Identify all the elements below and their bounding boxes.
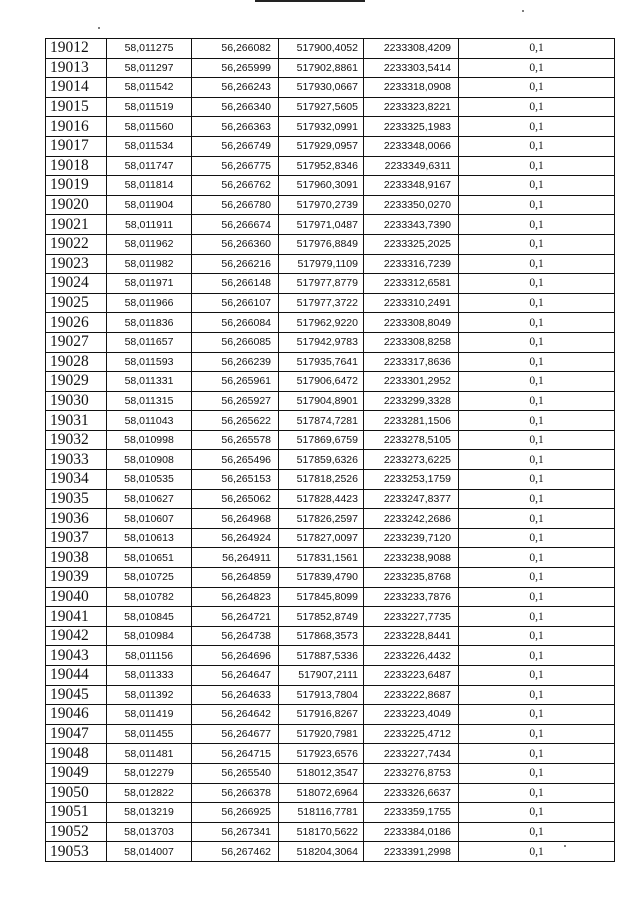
coord-y-cell: 2233223,6487 <box>364 666 459 686</box>
coord-y-cell: 2233308,4209 <box>364 39 459 59</box>
coord-x-cell: 517868,3573 <box>279 626 364 646</box>
coord-y-cell: 2233299,3328 <box>364 391 459 411</box>
latitude-cell: 58,013219 <box>107 803 192 823</box>
coord-y-cell: 2233239,7120 <box>364 528 459 548</box>
value-cell: 0,1 <box>459 215 615 235</box>
coord-y-cell: 2233281,1506 <box>364 411 459 431</box>
coord-y-cell: 2233349,6311 <box>364 156 459 176</box>
table-row <box>46 509 615 529</box>
longitude-cell: 56,266925 <box>192 803 279 823</box>
coord-y-cell: 2233325,2025 <box>364 234 459 254</box>
longitude-cell: 56,266239 <box>192 352 279 372</box>
longitude-cell: 56,266378 <box>192 783 279 803</box>
coord-x-cell: 517930,0667 <box>279 78 364 98</box>
latitude-cell: 58,010998 <box>107 430 192 450</box>
coord-x-cell: 518072,6964 <box>279 783 364 803</box>
latitude-cell: 58,010984 <box>107 626 192 646</box>
coord-y-cell: 2233323,8221 <box>364 97 459 117</box>
point-number-cell: 19044 <box>46 666 107 686</box>
coord-x-cell: 517932,0991 <box>279 117 364 137</box>
coord-y-cell: 2233238,9088 <box>364 548 459 568</box>
value-cell: 0,1 <box>459 489 615 509</box>
latitude-cell: 58,011971 <box>107 274 192 294</box>
coord-y-cell: 2233326,6637 <box>364 783 459 803</box>
coord-y-cell: 2233308,8049 <box>364 313 459 333</box>
longitude-cell: 56,265062 <box>192 489 279 509</box>
table-row <box>46 372 615 392</box>
value-cell: 0,1 <box>459 391 615 411</box>
value-cell: 0,1 <box>459 470 615 490</box>
table-row <box>46 313 615 333</box>
value-cell: 0,1 <box>459 274 615 294</box>
point-number-cell: 19030 <box>46 391 107 411</box>
latitude-cell: 58,011297 <box>107 58 192 78</box>
latitude-cell: 58,010607 <box>107 509 192 529</box>
point-number-cell: 19025 <box>46 293 107 313</box>
table-row <box>46 568 615 588</box>
coord-x-cell: 518012,3547 <box>279 763 364 783</box>
point-number-cell: 19016 <box>46 117 107 137</box>
coord-x-cell: 517828,4423 <box>279 489 364 509</box>
longitude-cell: 56,264647 <box>192 666 279 686</box>
coord-x-cell: 517906,6472 <box>279 372 364 392</box>
coord-x-cell: 517952,8346 <box>279 156 364 176</box>
value-cell: 0,1 <box>459 352 615 372</box>
latitude-cell: 58,011593 <box>107 352 192 372</box>
point-number-cell: 19038 <box>46 548 107 568</box>
longitude-cell: 56,265578 <box>192 430 279 450</box>
longitude-cell: 56,266148 <box>192 274 279 294</box>
longitude-cell: 56,264642 <box>192 705 279 725</box>
coord-y-cell: 2233253,1759 <box>364 470 459 490</box>
longitude-cell: 56,266085 <box>192 332 279 352</box>
latitude-cell: 58,011419 <box>107 705 192 725</box>
value-cell: 0,1 <box>459 548 615 568</box>
point-number-cell: 19049 <box>46 763 107 783</box>
latitude-cell: 58,011519 <box>107 97 192 117</box>
table-row <box>46 803 615 823</box>
coord-x-cell: 517827,0097 <box>279 528 364 548</box>
value-cell: 0,1 <box>459 411 615 431</box>
coord-x-cell: 517852,8749 <box>279 607 364 627</box>
point-number-cell: 19026 <box>46 313 107 333</box>
coord-x-cell: 517979,1109 <box>279 254 364 274</box>
value-cell: 0,1 <box>459 97 615 117</box>
longitude-cell: 56,264715 <box>192 744 279 764</box>
coord-y-cell: 2233233,7876 <box>364 587 459 607</box>
table-row <box>46 234 615 254</box>
longitude-cell: 56,266360 <box>192 234 279 254</box>
latitude-cell: 58,010651 <box>107 548 192 568</box>
table-row <box>46 587 615 607</box>
point-number-cell: 19041 <box>46 607 107 627</box>
table-row <box>46 548 615 568</box>
point-number-cell: 19020 <box>46 195 107 215</box>
latitude-cell: 58,010782 <box>107 587 192 607</box>
point-number-cell: 19024 <box>46 274 107 294</box>
longitude-cell: 56,266340 <box>192 97 279 117</box>
coord-x-cell: 517927,5605 <box>279 97 364 117</box>
value-cell: 0,1 <box>459 313 615 333</box>
coord-x-cell: 517913,7804 <box>279 685 364 705</box>
latitude-cell: 58,011657 <box>107 332 192 352</box>
point-number-cell: 19045 <box>46 685 107 705</box>
longitude-cell: 56,264696 <box>192 646 279 666</box>
longitude-cell: 56,266762 <box>192 176 279 196</box>
coord-x-cell: 517960,3091 <box>279 176 364 196</box>
coord-y-cell: 2233227,7735 <box>364 607 459 627</box>
coord-x-cell: 517826,2597 <box>279 509 364 529</box>
value-cell: 0,1 <box>459 136 615 156</box>
longitude-cell: 56,265540 <box>192 763 279 783</box>
value-cell: 0,1 <box>459 705 615 725</box>
coord-x-cell: 517976,8849 <box>279 234 364 254</box>
coord-y-cell: 2233278,5105 <box>364 430 459 450</box>
table-row <box>46 646 615 666</box>
longitude-cell: 56,264924 <box>192 528 279 548</box>
coord-x-cell: 517971,0487 <box>279 215 364 235</box>
table-row <box>46 332 615 352</box>
latitude-cell: 58,011156 <box>107 646 192 666</box>
coord-y-cell: 2233303,5414 <box>364 58 459 78</box>
longitude-cell: 56,266216 <box>192 254 279 274</box>
latitude-cell: 58,011982 <box>107 254 192 274</box>
table-row <box>46 763 615 783</box>
coord-x-cell: 517859,6326 <box>279 450 364 470</box>
point-number-cell: 19023 <box>46 254 107 274</box>
coord-x-cell: 517920,7981 <box>279 724 364 744</box>
value-cell: 0,1 <box>459 39 615 59</box>
table-row <box>46 39 615 59</box>
value-cell: 0,1 <box>459 626 615 646</box>
longitude-cell: 56,266084 <box>192 313 279 333</box>
latitude-cell: 58,011911 <box>107 215 192 235</box>
coord-x-cell: 517977,8779 <box>279 274 364 294</box>
coord-y-cell: 2233316,7239 <box>364 254 459 274</box>
point-number-cell: 19017 <box>46 136 107 156</box>
latitude-cell: 58,011904 <box>107 195 192 215</box>
coord-y-cell: 2233312,6581 <box>364 274 459 294</box>
value-cell: 0,1 <box>459 430 615 450</box>
value-cell: 0,1 <box>459 509 615 529</box>
point-number-cell: 19013 <box>46 58 107 78</box>
latitude-cell: 58,010908 <box>107 450 192 470</box>
point-number-cell: 19052 <box>46 822 107 842</box>
latitude-cell: 58,010535 <box>107 470 192 490</box>
table-row <box>46 666 615 686</box>
latitude-cell: 58,011534 <box>107 136 192 156</box>
table-row <box>46 822 615 842</box>
coord-y-cell: 2233310,2491 <box>364 293 459 313</box>
coord-x-cell: 518204,3064 <box>279 842 364 862</box>
point-number-cell: 19036 <box>46 509 107 529</box>
scan-speck <box>98 27 100 29</box>
value-cell: 0,1 <box>459 78 615 98</box>
table-row <box>46 215 615 235</box>
value-cell: 0,1 <box>459 724 615 744</box>
latitude-cell: 58,011814 <box>107 176 192 196</box>
value-cell: 0,1 <box>459 646 615 666</box>
coord-x-cell: 517869,6759 <box>279 430 364 450</box>
latitude-cell: 58,011455 <box>107 724 192 744</box>
longitude-cell: 56,266243 <box>192 78 279 98</box>
latitude-cell: 58,010613 <box>107 528 192 548</box>
coord-y-cell: 2233273,6225 <box>364 450 459 470</box>
coord-y-cell: 2233348,0066 <box>364 136 459 156</box>
latitude-cell: 58,013703 <box>107 822 192 842</box>
point-number-cell: 19014 <box>46 78 107 98</box>
point-number-cell: 19015 <box>46 97 107 117</box>
coord-x-cell: 517907,2111 <box>279 666 364 686</box>
longitude-cell: 56,264911 <box>192 548 279 568</box>
point-number-cell: 19032 <box>46 430 107 450</box>
table-row <box>46 78 615 98</box>
coord-y-cell: 2233223,4049 <box>364 705 459 725</box>
coord-y-cell: 2233384,0186 <box>364 822 459 842</box>
coord-y-cell: 2233348,9167 <box>364 176 459 196</box>
latitude-cell: 58,011966 <box>107 293 192 313</box>
value-cell: 0,1 <box>459 587 615 607</box>
coord-y-cell: 2233308,8258 <box>364 332 459 352</box>
latitude-cell: 58,010845 <box>107 607 192 627</box>
coord-y-cell: 2233317,8636 <box>364 352 459 372</box>
point-number-cell: 19021 <box>46 215 107 235</box>
coord-y-cell: 2233226,4432 <box>364 646 459 666</box>
table-row <box>46 489 615 509</box>
page-top-rule <box>255 0 365 2</box>
value-cell: 0,1 <box>459 332 615 352</box>
table-row <box>46 430 615 450</box>
coord-y-cell: 2233359,1755 <box>364 803 459 823</box>
point-number-cell: 19012 <box>46 39 107 59</box>
point-number-cell: 19053 <box>46 842 107 862</box>
latitude-cell: 58,011962 <box>107 234 192 254</box>
value-cell: 0,1 <box>459 372 615 392</box>
coord-x-cell: 517887,5336 <box>279 646 364 666</box>
coord-y-cell: 2233247,8377 <box>364 489 459 509</box>
table-row <box>46 724 615 744</box>
point-number-cell: 19018 <box>46 156 107 176</box>
point-number-cell: 19033 <box>46 450 107 470</box>
latitude-cell: 58,011275 <box>107 39 192 59</box>
longitude-cell: 56,265961 <box>192 372 279 392</box>
longitude-cell: 56,265927 <box>192 391 279 411</box>
coord-x-cell: 517977,3722 <box>279 293 364 313</box>
value-cell: 0,1 <box>459 156 615 176</box>
value-cell: 0,1 <box>459 822 615 842</box>
latitude-cell: 58,012279 <box>107 763 192 783</box>
coord-x-cell: 517929,0957 <box>279 136 364 156</box>
table-row <box>46 391 615 411</box>
coord-x-cell: 517962,9220 <box>279 313 364 333</box>
longitude-cell: 56,266363 <box>192 117 279 137</box>
point-number-cell: 19031 <box>46 411 107 431</box>
value-cell: 0,1 <box>459 254 615 274</box>
table-row <box>46 274 615 294</box>
coord-y-cell: 2233222,8687 <box>364 685 459 705</box>
latitude-cell: 58,010725 <box>107 568 192 588</box>
point-number-cell: 19048 <box>46 744 107 764</box>
value-cell: 0,1 <box>459 117 615 137</box>
coord-x-cell: 517916,8267 <box>279 705 364 725</box>
value-cell: 0,1 <box>459 607 615 627</box>
latitude-cell: 58,011331 <box>107 372 192 392</box>
coord-x-cell: 517831,1561 <box>279 548 364 568</box>
longitude-cell: 56,267462 <box>192 842 279 862</box>
coord-y-cell: 2233343,7390 <box>364 215 459 235</box>
longitude-cell: 56,266082 <box>192 39 279 59</box>
value-cell: 0,1 <box>459 803 615 823</box>
point-number-cell: 19028 <box>46 352 107 372</box>
coord-y-cell: 2233318,0908 <box>364 78 459 98</box>
table-row <box>46 58 615 78</box>
value-cell: 0,1 <box>459 763 615 783</box>
longitude-cell: 56,267341 <box>192 822 279 842</box>
coord-x-cell: 518116,7781 <box>279 803 364 823</box>
longitude-cell: 56,264859 <box>192 568 279 588</box>
coord-y-cell: 2233227,7434 <box>364 744 459 764</box>
point-number-cell: 19040 <box>46 587 107 607</box>
table-row <box>46 528 615 548</box>
table-row <box>46 470 615 490</box>
coord-x-cell: 517845,8099 <box>279 587 364 607</box>
point-number-cell: 19050 <box>46 783 107 803</box>
coord-x-cell: 517900,4052 <box>279 39 364 59</box>
longitude-cell: 56,264633 <box>192 685 279 705</box>
coord-y-cell: 2233391,2998 <box>364 842 459 862</box>
table-row <box>46 626 615 646</box>
coordinates-table <box>45 38 615 862</box>
value-cell: 0,1 <box>459 58 615 78</box>
latitude-cell: 58,010627 <box>107 489 192 509</box>
table-row <box>46 97 615 117</box>
point-number-cell: 19051 <box>46 803 107 823</box>
table-row <box>46 685 615 705</box>
point-number-cell: 19039 <box>46 568 107 588</box>
value-cell: 0,1 <box>459 783 615 803</box>
table-row <box>46 607 615 627</box>
latitude-cell: 58,012822 <box>107 783 192 803</box>
latitude-cell: 58,011836 <box>107 313 192 333</box>
coord-x-cell: 517942,9783 <box>279 332 364 352</box>
table-row <box>46 842 615 862</box>
coord-x-cell: 517970,2739 <box>279 195 364 215</box>
latitude-cell: 58,011481 <box>107 744 192 764</box>
table-row <box>46 117 615 137</box>
point-number-cell: 19029 <box>46 372 107 392</box>
longitude-cell: 56,264823 <box>192 587 279 607</box>
longitude-cell: 56,264738 <box>192 626 279 646</box>
latitude-cell: 58,011043 <box>107 411 192 431</box>
longitude-cell: 56,264968 <box>192 509 279 529</box>
longitude-cell: 56,265496 <box>192 450 279 470</box>
coord-y-cell: 2233301,2952 <box>364 372 459 392</box>
value-cell: 0,1 <box>459 293 615 313</box>
longitude-cell: 56,266775 <box>192 156 279 176</box>
coord-y-cell: 2233235,8768 <box>364 568 459 588</box>
point-number-cell: 19019 <box>46 176 107 196</box>
longitude-cell: 56,265999 <box>192 58 279 78</box>
table-row <box>46 744 615 764</box>
point-number-cell: 19035 <box>46 489 107 509</box>
value-cell: 0,1 <box>459 234 615 254</box>
table-row <box>46 136 615 156</box>
latitude-cell: 58,011315 <box>107 391 192 411</box>
value-cell: 0,1 <box>459 450 615 470</box>
point-number-cell: 19047 <box>46 724 107 744</box>
table-row <box>46 176 615 196</box>
latitude-cell: 58,011747 <box>107 156 192 176</box>
point-number-cell: 19037 <box>46 528 107 548</box>
value-cell: 0,1 <box>459 176 615 196</box>
coord-y-cell: 2233276,8753 <box>364 763 459 783</box>
longitude-cell: 56,265153 <box>192 470 279 490</box>
point-number-cell: 19034 <box>46 470 107 490</box>
latitude-cell: 58,011333 <box>107 666 192 686</box>
point-number-cell: 19027 <box>46 332 107 352</box>
value-cell: 0,1 <box>459 568 615 588</box>
latitude-cell: 58,011542 <box>107 78 192 98</box>
coord-y-cell: 2233242,2686 <box>364 509 459 529</box>
coord-x-cell: 517923,6576 <box>279 744 364 764</box>
table-row <box>46 156 615 176</box>
latitude-cell: 58,014007 <box>107 842 192 862</box>
table-row <box>46 195 615 215</box>
coord-x-cell: 517874,7281 <box>279 411 364 431</box>
longitude-cell: 56,266749 <box>192 136 279 156</box>
coord-x-cell: 517818,2526 <box>279 470 364 490</box>
longitude-cell: 56,266674 <box>192 215 279 235</box>
coord-y-cell: 2233228,8441 <box>364 626 459 646</box>
point-number-cell: 19043 <box>46 646 107 666</box>
coordinates-table-body <box>46 39 615 862</box>
coord-y-cell: 2233350,0270 <box>364 195 459 215</box>
point-number-cell: 19042 <box>46 626 107 646</box>
value-cell: 0,1 <box>459 528 615 548</box>
table-row <box>46 254 615 274</box>
longitude-cell: 56,266107 <box>192 293 279 313</box>
coord-x-cell: 518170,5622 <box>279 822 364 842</box>
latitude-cell: 58,011392 <box>107 685 192 705</box>
point-number-cell: 19046 <box>46 705 107 725</box>
table-row <box>46 705 615 725</box>
longitude-cell: 56,264721 <box>192 607 279 627</box>
table-row <box>46 411 615 431</box>
value-cell: 0,1 <box>459 842 615 862</box>
value-cell: 0,1 <box>459 744 615 764</box>
longitude-cell: 56,265622 <box>192 411 279 431</box>
scan-speck <box>522 10 524 12</box>
value-cell: 0,1 <box>459 666 615 686</box>
longitude-cell: 56,264677 <box>192 724 279 744</box>
table-row <box>46 352 615 372</box>
table-row <box>46 450 615 470</box>
coord-y-cell: 2233225,4712 <box>364 724 459 744</box>
longitude-cell: 56,266780 <box>192 195 279 215</box>
coord-y-cell: 2233325,1983 <box>364 117 459 137</box>
coord-x-cell: 517935,7641 <box>279 352 364 372</box>
value-cell: 0,1 <box>459 685 615 705</box>
table-row <box>46 293 615 313</box>
coord-x-cell: 517839,4790 <box>279 568 364 588</box>
coord-x-cell: 517904,8901 <box>279 391 364 411</box>
coord-x-cell: 517902,8861 <box>279 58 364 78</box>
point-number-cell: 19022 <box>46 234 107 254</box>
latitude-cell: 58,011560 <box>107 117 192 137</box>
table-row <box>46 783 615 803</box>
value-cell: 0,1 <box>459 195 615 215</box>
